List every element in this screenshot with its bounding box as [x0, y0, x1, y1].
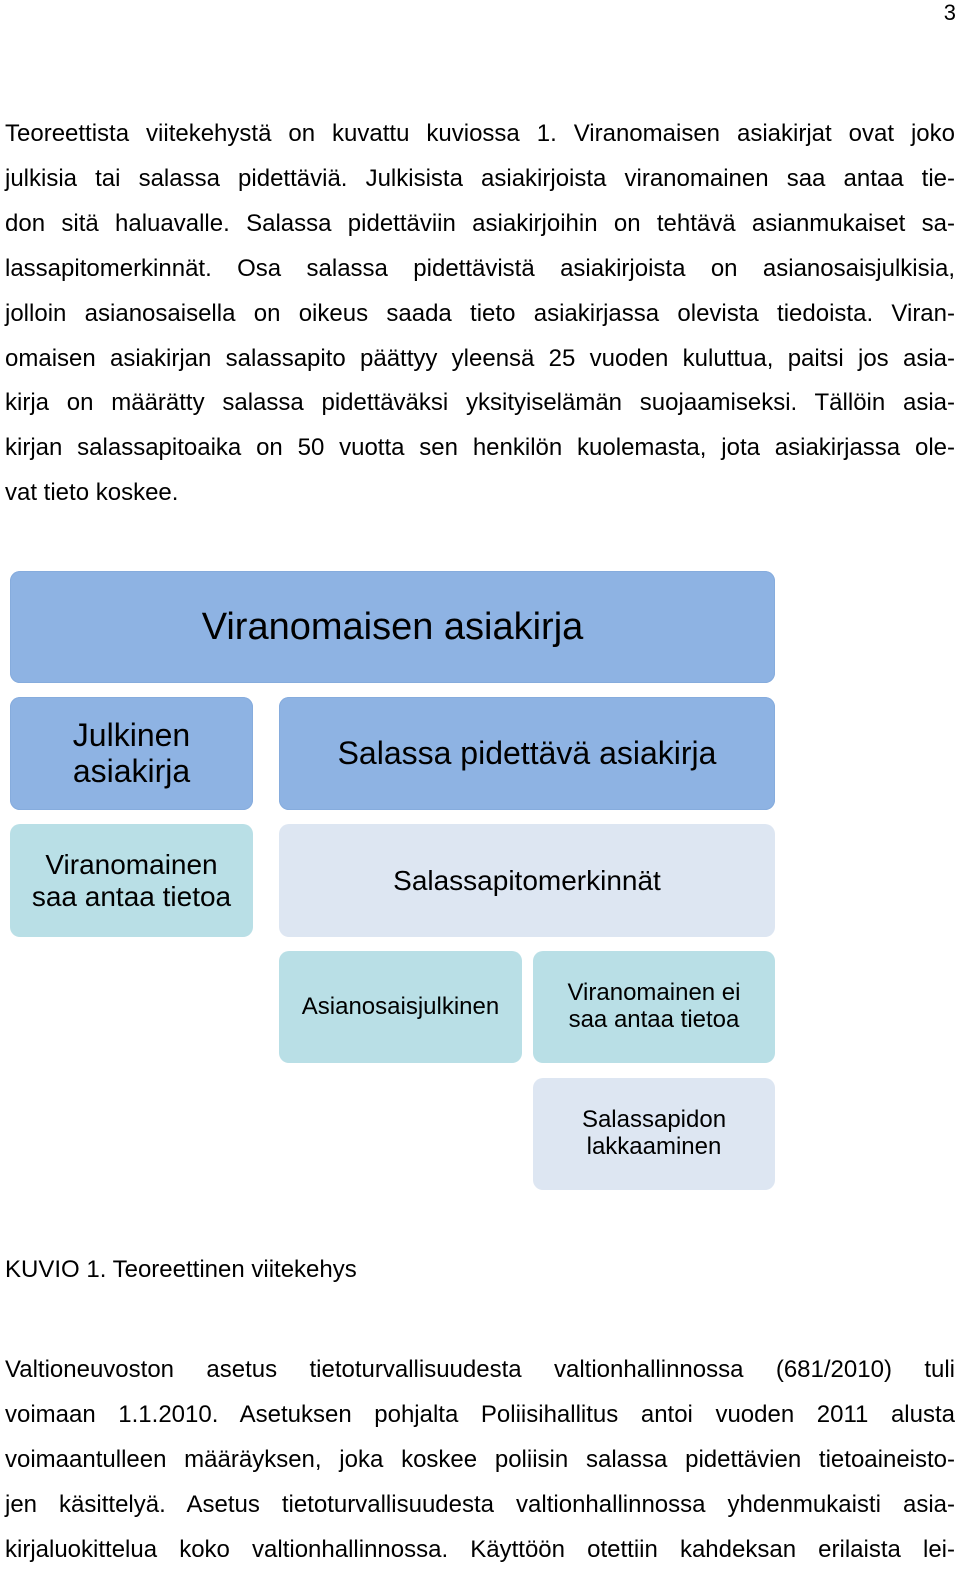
paragraph-line: vat tieto koskee.: [5, 479, 179, 507]
label-line: Viranomainen: [45, 849, 218, 881]
secrecy-markings-label: Salassapitomerkinnät: [393, 864, 661, 896]
figure-caption: KUVIO 1. Teoreettinen viitekehys: [5, 1256, 357, 1283]
root-box-label: Viranomaisen asiakirja: [201, 605, 584, 648]
paragraph-line: voimaantulleen määräyksen, joka koskee poliisin salassa pidettävien tietoaineisto-: [5, 1445, 955, 1473]
paragraph-line: voimaan 1.1.2010. Asetuksen pohjalta Poliisihallitus antoi vuoden 2011 alusta: [5, 1400, 955, 1428]
secrecy-end-box: [533, 1078, 775, 1190]
label-line: Viranomainen ei: [567, 979, 741, 1007]
paragraph-line: omaisen asiakirjan salassapito päättyy yleensä 25 vuoden kuluttua, paitsi jos asia-: [5, 344, 955, 372]
paragraph-line: lassapitomerkinnät. Osa salassa pidettävistä asiakirjoista on asianosaisjulkisia,: [5, 254, 955, 282]
paragraph-line: Teoreettista viitekehystä on kuvattu kuviossa 1. Viranomaisen asiakirjat ovat joko: [5, 120, 955, 147]
paragraph-line: don sitä haluavalle. Salassa pidettäviin asiakirjoihin on tehtävä asianmukaiset sa-: [5, 209, 955, 237]
authority-may-not-inform-box: [533, 951, 775, 1063]
label-line: saa antaa tietoa: [31, 880, 232, 912]
authority-may-inform-box: [10, 824, 253, 937]
public-document-label: [73, 718, 190, 790]
secret-document-label: Salassa pidettävä asiakirja: [337, 734, 717, 771]
paragraph-line: kirjaluokittelua koko valtionhallinnossa. Käyttöön otettiin kahdeksan erilaista lei-: [5, 1535, 955, 1563]
label-line: asiakirja: [72, 752, 191, 789]
paragraph-line: kirjan salassapitoaika on 50 vuotta sen henkilön kuolemasta, jota asiakirjassa ole-: [5, 434, 955, 462]
secret-document-box: [279, 697, 775, 810]
party-public-box: [279, 951, 522, 1063]
authority-may-inform-label: [32, 849, 231, 912]
label-line: Salassapidon: [581, 1106, 727, 1134]
authority-may-not-inform-label: [567, 980, 740, 1034]
second-paragraph: [5, 1348, 955, 1573]
root-box-official-document: [10, 571, 775, 683]
intro-paragraph: [5, 112, 955, 516]
secrecy-end-label: [582, 1107, 726, 1161]
public-document-box: [10, 697, 253, 810]
paragraph-line: Valtioneuvoston asetus tietoturvallisuudesta valtionhallinnossa (681/2010) tuli: [5, 1356, 955, 1383]
paragraph-line: jen käsittelyä. Asetus tietoturvallisuudesta valtionhallinnossa yhdenmukaisti asia-: [5, 1490, 955, 1518]
label-line: lakkaaminen: [586, 1133, 722, 1160]
label-line: Julkinen: [72, 716, 191, 753]
secrecy-markings-box: [279, 824, 775, 937]
paragraph-line: kirja on määrätty salassa pidettäväksi yksityiselämän suojaamiseksi. Tällöin asia-: [5, 389, 955, 417]
label-line: saa antaa tietoa: [568, 1006, 740, 1033]
page-number: 3: [943, 0, 956, 25]
party-public-label: Asianosaisjulkinen: [301, 992, 500, 1020]
paragraph-line: julkisia tai salassa pidettäviä. Julkisista asiakirjoista viranomainen saa antaa tie-: [5, 164, 955, 192]
paragraph-line: jolloin asianosaisella on oikeus saada tieto asiakirjassa olevista tiedoista. Viran-: [5, 299, 955, 327]
